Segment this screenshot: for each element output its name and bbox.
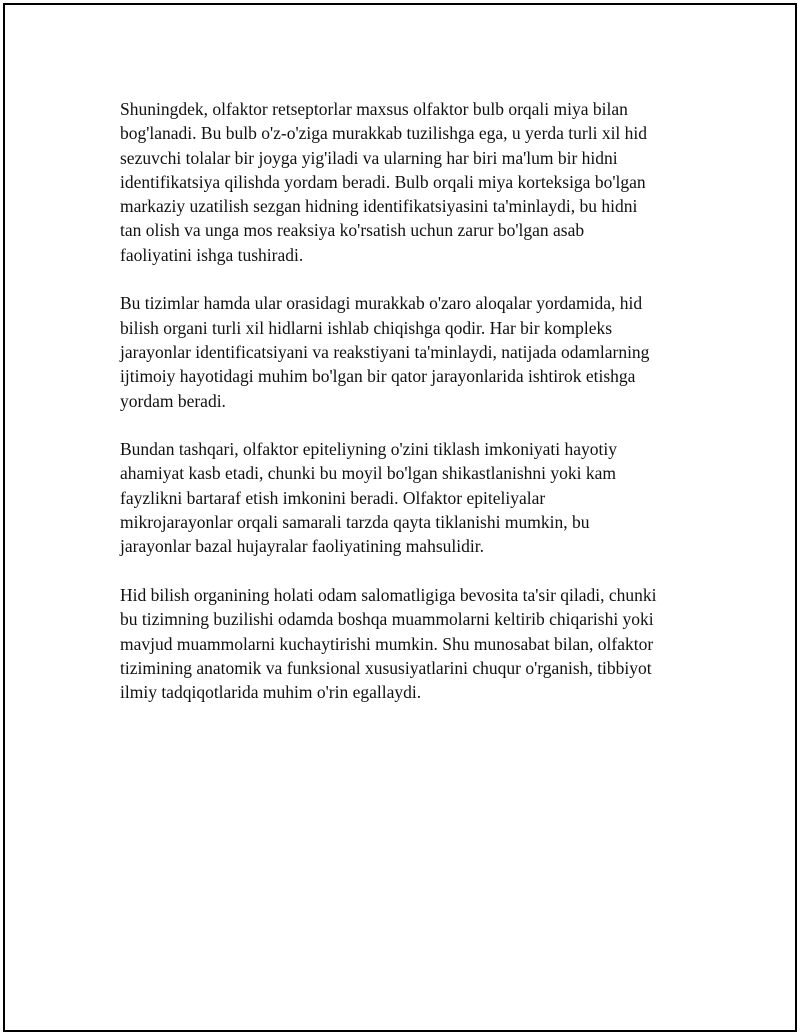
text-line: tizimining anatomik va funksional xususiyatlarini chuqur o'rganish, tibbiyot (120, 657, 652, 678)
text-line: markaziy uzatilish sezgan hidning identifikatsiyasini ta'minlaydi, bu hidni (120, 196, 638, 217)
text-line: mikrojarayonlar orqali samarali tarzda qayta tiklanishi mumkin, bu (120, 512, 590, 533)
text-line: faoliyatini ishga tushiradi. (120, 244, 304, 265)
text-line: fayzlikni bartaraf etish imkonini beradi. Olfaktor epiteliyalar (120, 487, 546, 508)
text-line: jarayonlar identificatsiyani va reakstiyani ta'minlaydi, natijada odamlarning (120, 341, 650, 362)
paragraph-3 (120, 437, 700, 558)
text-line: ijtimoiy hayotidagi muhim bo'lgan bir qator jarayonlarida ishtirok etishga (120, 366, 636, 387)
text-line: bu tizimning buzilishi odamda boshqa muammolarni keltirib chiqarishi yoki (120, 609, 654, 630)
text-line: sezuvchi tolalar bir joyga yig'iladi va ularning har biri ma'lum bir hidni (120, 147, 618, 168)
text-line: yordam beradi. (120, 390, 226, 411)
text-line: bog'lanadi. Bu bulb o'z-o'ziga murakkab tuzilishga ega, u yerda turli xil hid (120, 123, 648, 144)
text-line: Bundan tashqari, olfaktor epiteliyning o'zini tiklash imkoniyati hayotiy (120, 439, 617, 460)
text-line: ahamiyat kasb etadi, chunki bu moyil bo'lgan shikastlanishni yoki kam (120, 463, 616, 484)
paragraph-4 (120, 583, 700, 704)
text-line: Bu tizimlar hamda ular orasidagi murakkab o'zaro aloqalar yordamida, hid (120, 293, 643, 314)
paragraph-1 (120, 97, 700, 267)
document-body (120, 97, 700, 729)
text-line: Shuningdek, olfaktor retseptorlar maxsus olfaktor bulb orqali miya bilan (120, 99, 628, 119)
text-line: ilmiy tadqiqotlarida muhim o'rin egallaydi. (120, 682, 422, 703)
text-line: jarayonlar bazal hujayralar faoliyatining mahsulidir. (120, 536, 484, 557)
text-line: mavjud muammolarni kuchaytirishi mumkin. Shu munosabat bilan, olfaktor (120, 633, 654, 654)
text-line: tan olish va unga mos reaksiya ko'rsatish uchun zarur bo'lgan asab (120, 220, 585, 241)
page-frame (3, 3, 797, 1032)
text-line: bilish organi turli xil hidlarni ishlab chiqishga qodir. Har bir kompleks (120, 317, 613, 338)
text-line: identifikatsiya qilishda yordam beradi. Bulb orqali miya korteksiga bo'lgan (120, 171, 646, 192)
text-line: Hid bilish organining holati odam salomatligiga bevosita ta'sir qiladi, chunki (120, 584, 657, 605)
paragraph-2 (120, 291, 700, 412)
